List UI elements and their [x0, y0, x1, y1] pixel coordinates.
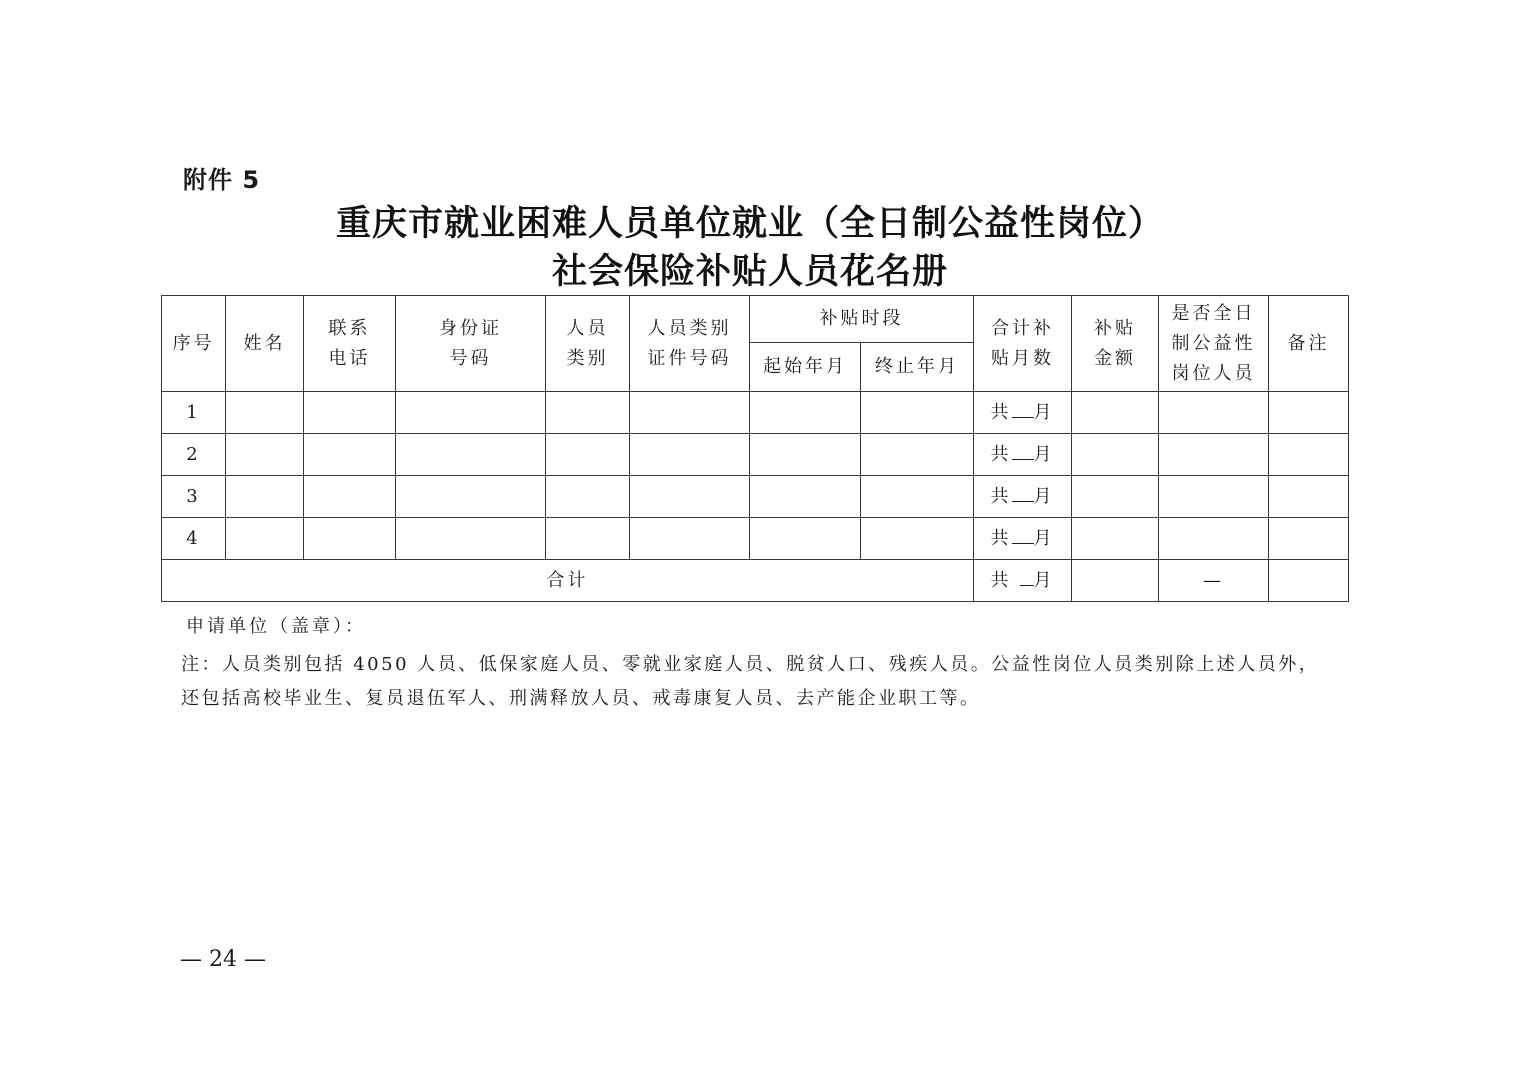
header-name: 姓名 [226, 296, 304, 392]
header-subsidy-period: 补贴时段 [750, 296, 974, 343]
id-cell[interactable] [396, 518, 546, 560]
note-text [181, 648, 1341, 716]
fulltime-cell[interactable] [1159, 476, 1269, 518]
cert-cell[interactable] [630, 392, 750, 434]
end-cell[interactable] [861, 392, 974, 434]
header-remark: 备注 [1269, 296, 1349, 392]
table-row [162, 392, 1349, 434]
header-total-months: 合计补 贴月数 [974, 296, 1072, 392]
total-months-blank[interactable] [1020, 565, 1034, 586]
phone-cell[interactable] [304, 434, 396, 476]
document-title-line1: 重庆市就业困难人员单位就业（全日制公益性岗位） [335, 204, 1164, 244]
category-cell[interactable] [546, 392, 630, 434]
note-line-2: 还包括高校毕业生、复员退伍军人、刑满释放人员、戒毒康复人员、去产能企业职工等。 [181, 688, 981, 709]
name-cell[interactable] [226, 476, 304, 518]
header-category-cert: 人员类别 证件号码 [630, 296, 750, 392]
row-seq: 3 [162, 476, 226, 518]
table-row [162, 518, 1349, 560]
category-cell[interactable] [546, 518, 630, 560]
months-cell[interactable]: 共 月 [974, 392, 1072, 434]
header-start-month: 起始年月 [750, 343, 861, 392]
total-fulltime-cell: — [1159, 560, 1269, 602]
months-cell[interactable]: 共 月 [974, 518, 1072, 560]
start-cell[interactable] [750, 518, 861, 560]
applicant-seal-label: 申请单位（盖章）： [186, 616, 366, 637]
months-cell[interactable]: 共 月 [974, 476, 1072, 518]
total-row [162, 560, 1349, 602]
table-row [162, 434, 1349, 476]
id-cell[interactable] [396, 476, 546, 518]
id-cell[interactable] [396, 434, 546, 476]
total-amount-cell[interactable] [1072, 560, 1159, 602]
header-phone: 联系 电话 [304, 296, 396, 392]
phone-cell[interactable] [304, 518, 396, 560]
phone-cell[interactable] [304, 392, 396, 434]
table-row [162, 476, 1349, 518]
fulltime-cell[interactable] [1159, 392, 1269, 434]
months-blank[interactable] [1012, 397, 1034, 418]
amount-cell[interactable] [1072, 392, 1159, 434]
header-seq: 序号 [162, 296, 226, 392]
name-cell[interactable] [226, 434, 304, 476]
header-end-month: 终止年月 [861, 343, 974, 392]
cert-cell[interactable] [630, 476, 750, 518]
end-cell[interactable] [861, 518, 974, 560]
months-cell[interactable]: 共 月 [974, 434, 1072, 476]
header-category: 人员 类别 [546, 296, 630, 392]
amount-cell[interactable] [1072, 476, 1159, 518]
remark-cell[interactable] [1269, 392, 1349, 434]
attachment-label: 附件 5 [183, 166, 261, 194]
name-cell[interactable] [226, 392, 304, 434]
row-seq: 1 [162, 392, 226, 434]
start-cell[interactable] [750, 434, 861, 476]
total-months-cell[interactable]: 共 月 [974, 560, 1072, 602]
total-label: 合计 [162, 560, 974, 602]
end-cell[interactable] [861, 476, 974, 518]
amount-cell[interactable] [1072, 434, 1159, 476]
start-cell[interactable] [750, 476, 861, 518]
months-blank[interactable] [1012, 523, 1034, 544]
category-cell[interactable] [546, 476, 630, 518]
name-cell[interactable] [226, 518, 304, 560]
months-blank[interactable] [1012, 439, 1034, 460]
months-blank[interactable] [1012, 481, 1034, 502]
document-title-line2: 社会保险补贴人员花名册 [551, 252, 948, 292]
phone-cell[interactable] [304, 476, 396, 518]
end-cell[interactable] [861, 434, 974, 476]
fulltime-cell[interactable] [1159, 434, 1269, 476]
start-cell[interactable] [750, 392, 861, 434]
row-seq: 2 [162, 434, 226, 476]
header-subsidy-amount: 补贴 金额 [1072, 296, 1159, 392]
cert-cell[interactable] [630, 434, 750, 476]
page-number: — 24 — [180, 947, 266, 972]
header-fulltime-post: 是否全日 制公益性 岗位人员 [1159, 296, 1269, 392]
note-line-1: 注：人员类别包括 4050 人员、低保家庭人员、零就业家庭人员、脱贫人口、残疾人员。公益性岗位人员类别除上述人员外， [181, 654, 1320, 675]
remark-cell[interactable] [1269, 518, 1349, 560]
fulltime-cell[interactable] [1159, 518, 1269, 560]
roster-table [161, 295, 1349, 602]
total-remark-cell[interactable] [1269, 560, 1349, 602]
remark-cell[interactable] [1269, 476, 1349, 518]
header-id-number: 身份证 号码 [396, 296, 546, 392]
remark-cell[interactable] [1269, 434, 1349, 476]
amount-cell[interactable] [1072, 518, 1159, 560]
row-seq: 4 [162, 518, 226, 560]
category-cell[interactable] [546, 434, 630, 476]
cert-cell[interactable] [630, 518, 750, 560]
id-cell[interactable] [396, 392, 546, 434]
